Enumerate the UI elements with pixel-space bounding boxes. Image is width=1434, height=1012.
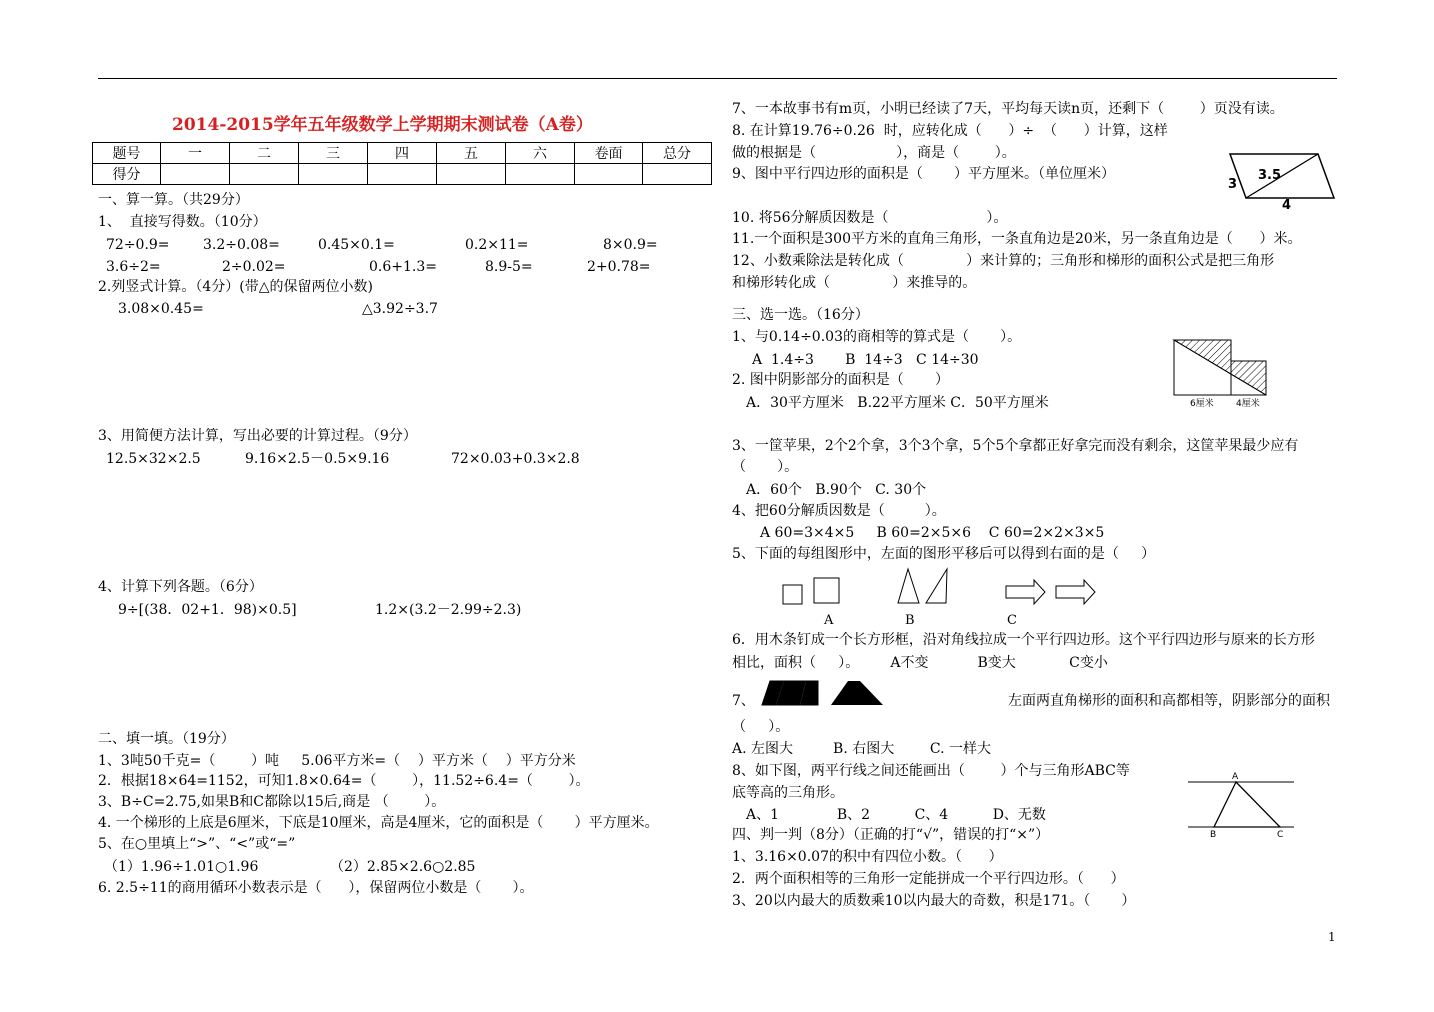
choice-1: 1、与0.14÷0.03的商相等的算式是（ ）。 <box>732 329 1022 345</box>
choice-6-cont: 相比，面积（ ）。 A不变 B变大 C变小 <box>732 655 1108 671</box>
fill-item-10: 10. 将56分解质因数是（ ）。 <box>732 210 1008 226</box>
score-cell: 一 <box>161 143 230 164</box>
oral-item: 3.2÷0.08= <box>203 237 280 253</box>
question-1-3: 3、用简便方法计算，写出必要的计算过程。（9分） <box>98 428 417 444</box>
arrow-shape <box>1006 580 1045 604</box>
score-cell: 题号 <box>93 143 161 164</box>
oral-item: 0.45×0.1= <box>318 237 395 253</box>
figure-label-a: A <box>824 613 834 628</box>
choice-8: 8、如下图，两平行线之间还能画出（ ）个与三角形ABC等 <box>732 763 1130 779</box>
translation-figures <box>780 566 1100 628</box>
label-4cm: 4厘米 <box>1236 399 1260 409</box>
simplify-item: 72×0.03+0.3×2.8 <box>451 451 580 467</box>
triangle-abc <box>1214 782 1280 827</box>
score-cell: 总分 <box>643 143 712 164</box>
fill-item-12-cont: 和梯形转化成（ ）来推导的。 <box>732 275 977 291</box>
vertex-label-a: A <box>1232 772 1239 782</box>
choice-8-cont: 底等高的三角形。 <box>732 785 844 801</box>
choice-5: 5、下面的每组图形中，左面的图形平移后可以得到右面的是（ ） <box>732 546 1156 562</box>
oral-item: 72÷0.9= <box>106 237 170 253</box>
calc-item: 1.2×(3.2－2.99÷2.3) <box>375 602 522 618</box>
height-marker <box>1240 181 1246 198</box>
fill-item-8: 8. 在计算19.76÷0.26 时，应转化成（ ）÷ （ ）计算，这样 <box>732 123 1168 139</box>
fill-item-5: 5、在○里填上“>”、“<”或“=” <box>98 836 296 852</box>
fill-item-11: 11.一个面积是300平方米的直角三角形，一条直角边是20米，另一条直角边是（ ）米。 <box>732 231 1302 247</box>
question-1-1: 1、 直接写得数。（10分） <box>98 214 267 230</box>
right-trapezoid <box>831 681 883 705</box>
fill-item-8-cont: 做的根据是（ ），商是（ ）。 <box>732 145 1016 161</box>
choice-4: 4、把60分解质因数是（ ）。 <box>732 503 946 519</box>
choice-6: 6．用木条钉成一个长方形框，沿对角线拉成一个平行四边形。这个平行四边形与原来的长方形 <box>732 632 1315 648</box>
score-table <box>92 142 712 185</box>
fill-item-6: 6. 2.5÷11的商用循环小数表示是（ ），保留两位小数是（ ）。 <box>98 880 534 896</box>
simplify-item: 9.16×2.5－0.5×9.16 <box>245 451 390 467</box>
score-cell: 四 <box>368 143 437 164</box>
fill-item-7: 7、一本故事书有m页，小明已经读了7天，平均每天读n页，还剩下（ ）页没有读。 <box>732 101 1284 117</box>
label-diagonal: 3.5 <box>1258 168 1282 183</box>
choice-3-options: A．60个 B.90个 C. 30个 <box>746 482 927 498</box>
figure-label-b: B <box>905 613 915 628</box>
fill-item-9: 9、图中平行四边形的面积是（ ）平方厘米。（单位厘米） <box>732 166 1116 182</box>
header-rule <box>98 78 1337 79</box>
score-blank-cell[interactable] <box>161 164 230 185</box>
choice-7: 7、 <box>732 693 755 709</box>
oral-item: 0.2×11= <box>465 237 529 253</box>
simplify-item: 12.5×32×2.5 <box>106 451 201 467</box>
choice-7-options: A. 左图大 B. 右图大 C. 一样大 <box>732 741 991 757</box>
section-3-heading: 三、选一选。（16分） <box>732 307 869 323</box>
score-blank-cell[interactable] <box>506 164 575 185</box>
label-6cm: 6厘米 <box>1190 399 1214 409</box>
compare-item: （2）2.85×2.6○2.85 <box>330 859 476 875</box>
choice-1-options: A 1.4÷3 B 14÷3 C 14÷30 <box>752 352 979 368</box>
parallel-lines-triangle-figure <box>1186 768 1298 840</box>
fill-item-12: 12、小数乘除法是转化成（ ）来计算的；三角形和梯形的面积公式是把三角形 <box>732 253 1275 269</box>
score-cell: 六 <box>506 143 575 164</box>
score-blank-cell[interactable] <box>575 164 643 185</box>
big-square-shape <box>814 578 839 603</box>
score-blank-cell[interactable] <box>230 164 299 185</box>
fill-item-3: 3、B÷C=2.75,如果B和C都除以15后,商是 （ ）。 <box>98 794 446 810</box>
question-1-2: 2.列竖式计算。（4分）(带△的保留两位小数) <box>98 279 373 295</box>
section-4-heading: 四、判一判（8分）（正确的打“√”，错误的打“×”） <box>732 827 1050 843</box>
choice-8-options: A、1 B、2 C、4 D、无数 <box>746 807 1046 823</box>
section-2-heading: 二、填一填。（19分） <box>98 731 235 747</box>
judge-item-3: 3、20以内最大的质数乘10以内最大的奇数，积是171。（ ） <box>732 893 1136 909</box>
score-row-label: 得分 <box>93 164 161 185</box>
compare-item: （1）1.96÷1.01○1.96 <box>104 859 259 875</box>
choice-4-options: A 60=3×4×5 B 60=2×5×6 C 60=2×2×3×5 <box>760 525 1105 541</box>
triangle-shape <box>926 569 947 603</box>
choice-2-options: A．30平方厘米 B.22平方厘米 C．50平方厘米 <box>746 395 1049 411</box>
fill-item-4: 4. 一个梯形的上底是6厘米，下底是10厘米，高是4厘米，它的面积是（ ）平方厘米。 <box>98 815 659 831</box>
choice-2: 2. 图中阴影部分的面积是（ ） <box>732 372 949 388</box>
score-blank-cell[interactable] <box>368 164 437 185</box>
vertex-label-c: C <box>1277 830 1284 840</box>
label-base: 4 <box>1282 198 1292 213</box>
vertical-calc-item: △3.92÷3.7 <box>362 301 438 317</box>
label-height: 3 <box>1228 177 1238 192</box>
choice-3-cont: （ ）。 <box>732 459 799 475</box>
choice-3: 3、一筐苹果，2个2个拿，3个3个拿，5个5个拿都正好拿完而没有剩余，这筐苹果最少应有 <box>732 438 1299 454</box>
oral-item: 2÷0.02= <box>222 259 286 275</box>
parallelogram-diagonal <box>1246 154 1318 198</box>
question-1-4: 4、计算下列各题。（6分） <box>98 579 263 595</box>
page-title: 2014-2015学年五年级数学上学期期末测试卷（A卷） <box>172 115 593 135</box>
oral-item: 2+0.78= <box>587 259 651 275</box>
section-1-heading: 一、算一算。（共29分） <box>98 192 249 208</box>
score-cell: 三 <box>299 143 368 164</box>
fill-item-2: 2．根据18×64=1152，可知1.8×0.64=（ ），11.52÷6.4=（ ）。 <box>98 773 590 789</box>
choice-7-cont: （ ）。 <box>732 719 790 735</box>
figure-label-c: C <box>1007 613 1017 628</box>
fill-item-1: 1、3吨50千克=（ ）吨 5.06平方米=（ ）平方米（ ）平方分米 <box>98 753 576 769</box>
triangle-shape <box>898 569 919 603</box>
trapezoid-figures <box>760 678 890 708</box>
score-cell: 五 <box>437 143 506 164</box>
score-blank-cell[interactable] <box>299 164 368 185</box>
page-number: 1 <box>1328 930 1336 944</box>
score-table-row <box>93 164 712 185</box>
arrow-shape <box>1056 580 1095 604</box>
score-cell: 二 <box>230 143 299 164</box>
score-blank-cell[interactable] <box>643 164 712 185</box>
calc-item: 9÷[(38．02+1．98)×0.5] <box>118 602 297 618</box>
judge-item-2: 2．两个面积相等的三角形一定能拼成一个平行四边形。（ ） <box>732 871 1125 887</box>
score-cell: 卷面 <box>575 143 643 164</box>
oral-item: 8.9-5= <box>485 259 533 275</box>
choice-7-text: 左面两直角梯形的面积和高都相等，阴影部分的面积 <box>1008 693 1330 709</box>
parallelogram-figure <box>1224 148 1339 213</box>
score-table-header-row <box>93 143 712 164</box>
vertical-calc-item: 3.08×0.45= <box>118 301 204 317</box>
small-square-shape <box>783 585 802 604</box>
shaded-squares-figure <box>1170 334 1270 412</box>
vertex-label-b: B <box>1210 830 1217 840</box>
oral-item: 3.6÷2= <box>106 259 161 275</box>
score-blank-cell[interactable] <box>437 164 506 185</box>
judge-item-1: 1、3.16×0.07的积中有四位小数。（ ） <box>732 849 1003 865</box>
oral-item: 0.6+1.3= <box>369 259 437 275</box>
oral-item: 8×0.9= <box>603 237 658 253</box>
